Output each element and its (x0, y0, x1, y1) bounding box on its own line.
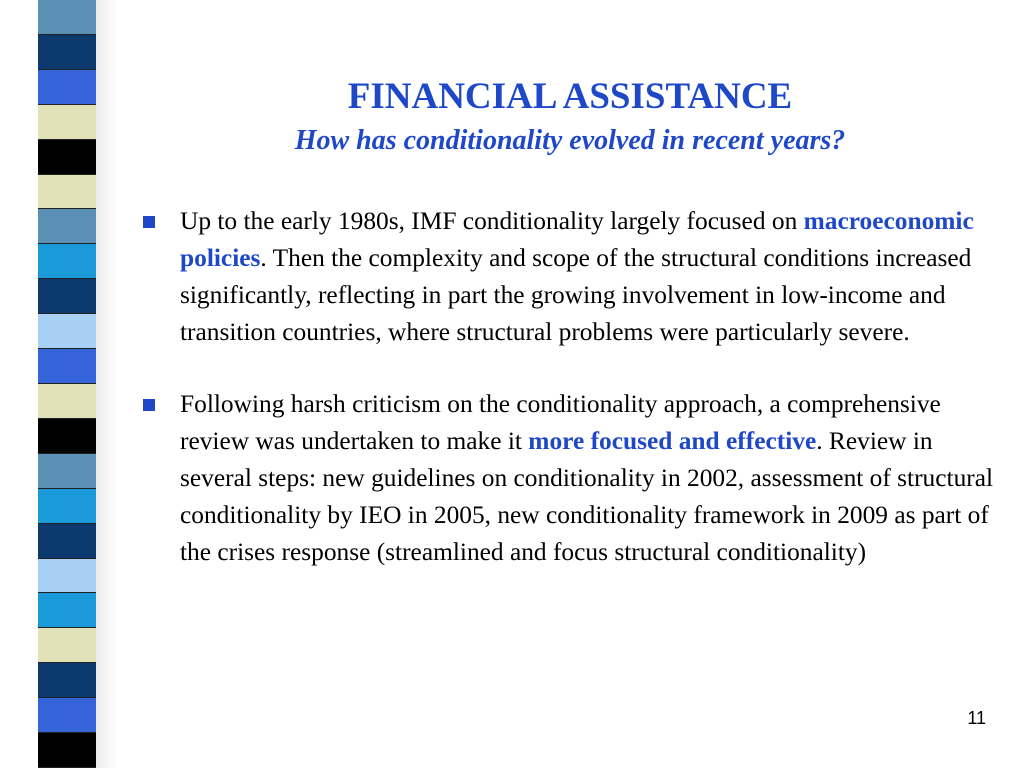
stripe-block (38, 279, 96, 314)
bullet-text: . Then the complexity and scope of the structural conditions increased significantly, reflecting in part the growing involvement in low-income and transition countries, where structural problems were particularly severe. (180, 244, 972, 346)
bullet-text: Following harsh criticism on the conditionality approach, a comprehensive review was undertaken to make it (180, 390, 941, 455)
stripe-block (38, 35, 96, 70)
slide-subtitle: How has conditionality evolved in recent years? (294, 125, 846, 156)
stripe-block (38, 559, 96, 594)
bullet-item (140, 203, 1000, 351)
stripe-block (38, 698, 96, 733)
stripe-block (38, 733, 96, 768)
stripe-block (38, 419, 96, 454)
stripe-block (38, 628, 96, 663)
page-number: 11 (967, 708, 986, 728)
slide (140, 0, 1000, 768)
stripe-block (38, 140, 96, 175)
bullet-text: Up to the early 1980s, IMF conditionality largely focused on (180, 207, 804, 235)
stripe-block (38, 70, 96, 105)
bullet-item (140, 386, 1000, 571)
slide-title: FINANCIAL ASSISTANCE (347, 76, 793, 117)
decorative-stripe (38, 0, 96, 768)
stripe-block (38, 524, 96, 559)
square-bullet-icon (143, 216, 155, 228)
stripe-block (38, 663, 96, 698)
stripe-block (38, 593, 96, 628)
stripe-block (38, 175, 96, 210)
stripe-block (38, 0, 96, 35)
stripe-block (38, 384, 96, 419)
stripe-block (38, 489, 96, 524)
bullet-text: . Review in several steps: new guidelines on conditionality in 2002, assessment of structural conditionality by IEO in 2005, new conditionality framework in 2009 as part of the crises response (streamlined and focus structural conditionality) (180, 427, 994, 566)
stripe-block (38, 105, 96, 140)
bullet-list (140, 203, 1000, 606)
stripe-block (38, 314, 96, 349)
stripe-block (38, 454, 96, 489)
bullet-highlight: macroeconomic policies (180, 207, 974, 272)
stripe-block (38, 244, 96, 279)
stripe-block (38, 209, 96, 244)
square-bullet-icon (143, 399, 155, 411)
bullet-highlight: more focused and effective (528, 427, 817, 455)
stripe-block (38, 349, 96, 384)
